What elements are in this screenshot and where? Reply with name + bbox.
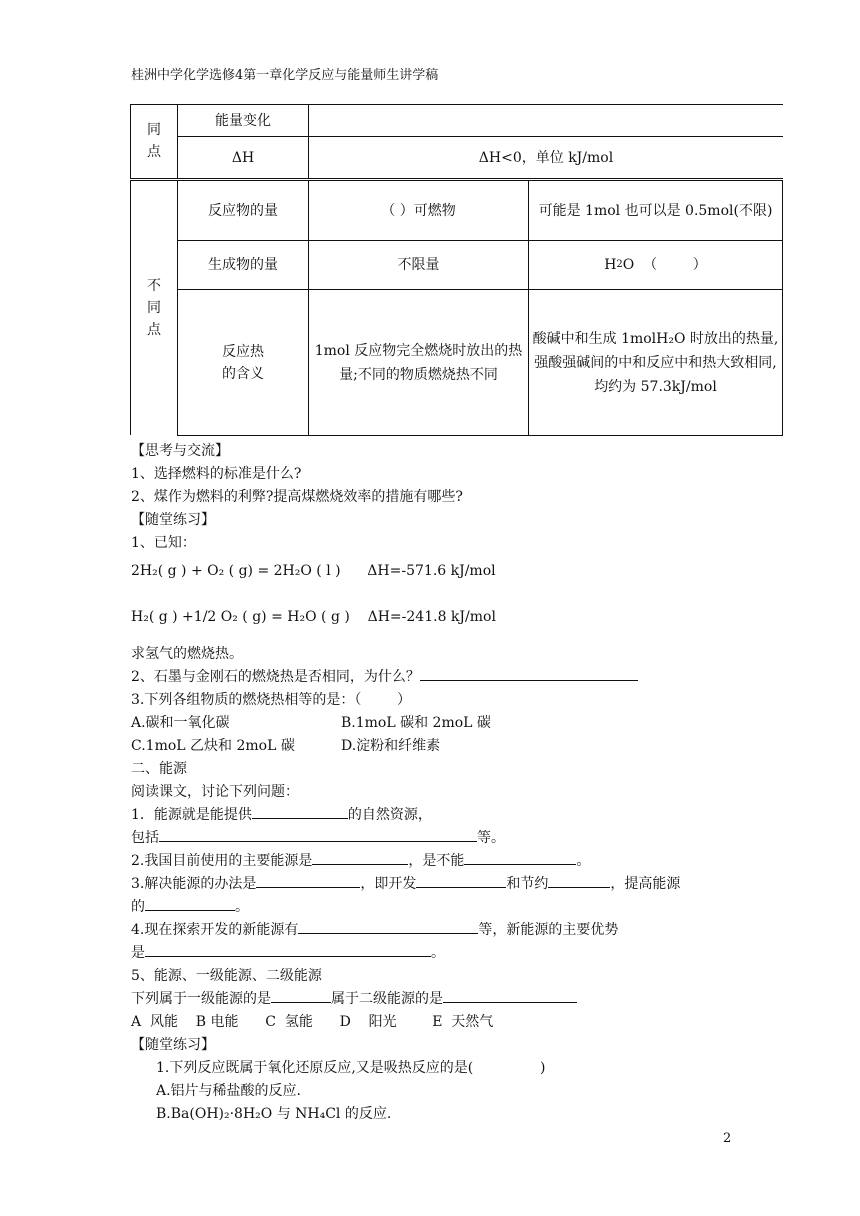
option-d: D.淀粉和纤维素 (341, 738, 441, 754)
energy-options: A 风能 B 电能 C 氢能 D 阳光 E 天然气 (131, 1014, 494, 1030)
row-reactant-label: 反应物的量 (208, 202, 278, 219)
option-b: B.1moL 碳和 2moL 碳 (341, 715, 491, 731)
energy-q3: 3.解决能源的办法是 ，即开发 和节约 ，提高能源 (131, 873, 680, 893)
question-2: 2、煤作为燃料的利弊?提高煤燃烧效率的措施有哪些? (131, 489, 463, 505)
equation-1: 2H₂( g ) + O₂ ( g) = 2H₂O ( l ) ΔH=-571.6 kJ/mol (131, 563, 496, 579)
energy-q1-line2: 包括 等。 (131, 827, 505, 847)
energy-q5-line2: 下列属于一级能源的是 属于二级能源的是 (131, 988, 577, 1008)
energy-q3-line2: 的 。 (131, 896, 249, 916)
section-2-title: 二、能源 (131, 761, 187, 777)
option-c: C.1moL 乙炔和 2moL 碳 (131, 738, 295, 754)
read-instruction: 阅读课文，讨论下列问题： (131, 784, 299, 800)
page-number: 2 (723, 1131, 732, 1146)
row-energy-label: 能量变化 (215, 112, 271, 129)
practice-2-title: 【随堂练习】 (131, 1037, 215, 1053)
practice-1: 1、已知： (131, 535, 196, 551)
row-meaning-combustion: 1mol 反应物完全燃烧时放出的热量;不同的物质燃烧热不同 (314, 342, 523, 383)
row-reactant-combustion: （ ）可燃物 (381, 202, 456, 219)
energy-q1: 1．能源就是能提供 的自然资源， (131, 804, 432, 824)
row-reactant-neutralization: 可能是 1mol 也可以是 0.5mol(不限) (538, 202, 773, 219)
row-energy-value (309, 105, 783, 136)
practice-3: 3.下列各组物质的燃烧热相等的是：（ ） (131, 692, 411, 708)
row-dh-value: ΔH<0，单位 kJ/mol (478, 149, 614, 166)
reaction-q1: 1.下列反应既属于氧化还原反应,又是吸热反应的是( ) (156, 1060, 546, 1076)
reaction-option-b: B.Ba(OH)₂·8H₂O 与 NH₄Cl 的反应. (156, 1106, 392, 1122)
row-meaning-neutralization: 酸碱中和生成 1molH₂O 时放出的热量,强酸强碱间的中和反应中和热大致相同,均约为 57.3kJ/mol (532, 330, 779, 395)
page-header: 桂洲中学化学选修4第一章化学反应与能量师生讲学稿 (131, 68, 439, 83)
practice-title: 【随堂练习】 (131, 512, 215, 528)
think-title: 【思考与交流】 (131, 443, 229, 459)
question-1: 1、选择燃料的标准是什么? (131, 466, 302, 482)
diff-points-label: 不 同 点 (147, 278, 161, 338)
row-dh-label: ΔH (231, 149, 255, 166)
same-points-label: 同 点 (147, 122, 161, 160)
energy-q4-line2: 是 。 (131, 942, 445, 962)
reaction-option-a: A.铝片与稀盐酸的反应. (156, 1083, 302, 1099)
row-product-combustion: 不限量 (397, 257, 440, 273)
energy-q5: 5、能源、一级能源、二级能源 (131, 968, 322, 984)
row-product-neutralization: H 2 O （ ） (604, 257, 707, 273)
equation-2: H₂( g ) +1/2 O₂ ( g) = H₂O ( g ) ΔH=-241.8 kJ/mol (131, 609, 496, 625)
practice-1-tail: 求氢气的燃烧热。 (131, 646, 243, 662)
row-product-label: 生成物的量 (208, 257, 278, 273)
option-a: A.碳和一氧化碳 (131, 715, 230, 731)
practice-2: 2、石墨与金刚石的燃烧热是否相同，为什么？ (131, 666, 638, 686)
energy-q4: 4.现在探索开发的新能源有 等，新能源的主要优势 (131, 919, 618, 939)
energy-q2: 2.我国目前使用的主要能源是 ，是不能 。 (131, 850, 590, 870)
row-meaning-label: 反应热 的含义 (222, 343, 264, 382)
